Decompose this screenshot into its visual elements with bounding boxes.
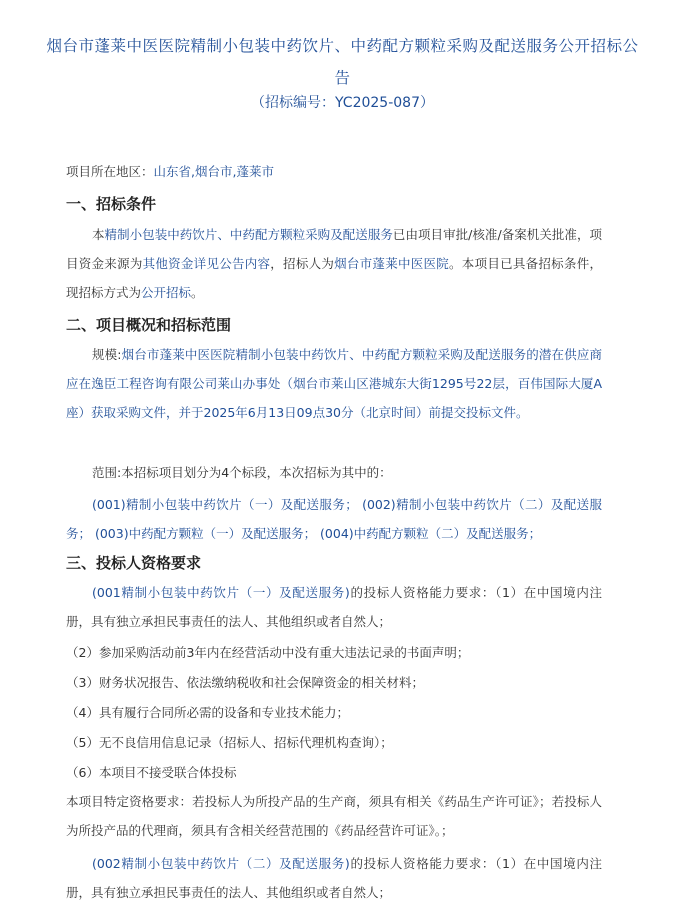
requirement-item-3: （3）财务状况报告、依法缴纳税收和社会保障资金的相关材料； [66,675,424,690]
scale-label: 规模: [92,347,122,362]
lot2-text: 的投标人资格能力要求：（1）在中国境内注册，具有独立承担民事责任的法人、其他组织或者自然人； [66,856,602,900]
section-heading-conditions: 一、招标条件 [66,195,157,213]
lot2-name: (002精制小包装中药饮片（二）及配送服务) [92,856,350,871]
lot1-requirement [66,578,602,636]
lots-paragraph: (001)精制小包装中药饮片（一）及配送服务； (002)精制小包装中药饮片（二）及配送服务； (003)中药配方颗粒（一）及配送服务； (004)中药配方颗粒（二）及配送服务； [66,497,602,541]
text-segment: 。 [191,285,204,300]
text-segment: ，招标人为 [270,256,335,271]
lot2-requirement [66,849,602,907]
range-label: 范围: [92,465,122,480]
scale-paragraph [66,340,602,427]
requirement-item-5: （5）无不良信用信息记录（招标人、招标代理机构查询）； [66,735,393,750]
region-value: 山东省,烟台市,蓬莱市 [153,164,274,179]
text-segment: 本 [92,227,105,242]
section-heading-overview: 二、项目概况和招标范围 [66,316,232,334]
text-segment: 。本项目已具备招标条件，现招标方式为 [66,256,602,300]
section-heading-qualification: 三、投标人资格要求 [66,554,202,572]
document-title: 烟台市蓬莱中医医院精制小包装中药饮片、中药配方颗粒采购及配送服务公开招标公告 [46,37,639,87]
tenderer-name: 烟台市蓬莱中医医院 [334,256,450,271]
fund-source: 其他资金详见公告内容 [142,256,271,271]
lot1-name: (001精制小包装中药饮片（一）及配送服务) [92,585,350,600]
scale-text: 烟台市蓬莱中医医院精制小包装中药饮片、中药配方颗粒采购及配送服务的潜在供应商应在逸臣工程咨询有限公司莱山办事处（烟台市莱山区港城东大街1295号22层，百伟国际大厦A座）获取采购文件，并于2025年6月13日09点30分（北京时间）前提交投标文件。 [66,347,602,420]
text-segment: 已由项目审批/核准/备案机关批准，项目资金来源为 [66,227,602,271]
lot1-text: 的投标人资格能力要求：（1）在中国境内注册，具有独立承担民事责任的法人、其他组织或者自然人； [66,585,602,629]
tender-method: 公开招标 [141,285,192,300]
tender-code: （招标编号：YC2025-087） [251,95,434,111]
requirement-item-4: （4）具有履行合同所必需的设备和专业技术能力； [66,705,349,720]
region-label: 项目所在地区： [66,164,154,179]
requirement-item-2: （2）参加采购活动前3年内在经营活动中没有重大违法记录的书面声明； [66,645,470,660]
requirement-item-6: （6）本项目不接受联合体投标 [66,765,237,780]
range-text: 本招标项目划分为4个标段，本次招标为其中的： [121,465,392,480]
range-paragraph [66,458,602,487]
project-name: 精制小包装中药饮片、中药配方颗粒采购及配送服务 [104,227,393,242]
project-region [66,160,606,184]
conditions-paragraph [66,220,602,307]
special-requirement: 本项目特定资格要求：若投标人为所投产品的生产商，须具有相关《药品生产许可证》；若投标人为所投产品的代理商，须具有含相关经营范围的《药品经营许可证》。； [66,794,602,838]
